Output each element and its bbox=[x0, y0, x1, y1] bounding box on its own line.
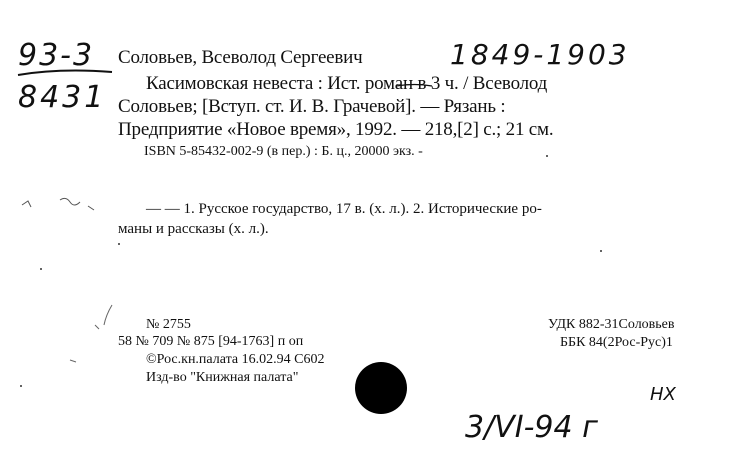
author-years: 1849-1903 bbox=[450, 38, 630, 71]
author-heading: Соловьев, Всеволод Сергеевич bbox=[118, 47, 363, 68]
udc-code: УДК 882-31Соловьев bbox=[548, 317, 675, 332]
title-line-2: Соловьев; [Вступ. ст. И. В. Грачевой]. — Рязань : bbox=[118, 96, 506, 117]
title-line-1: Касимовская невеста : Ист. роман в 3 ч. / Всеволод bbox=[146, 73, 548, 94]
subjects-line-2: маны и рассказы (х. л.). bbox=[118, 221, 269, 237]
subjects-line-1: — — 1. Русское государство, 17 в. (х. л.). 2. Исторические ро- bbox=[146, 201, 542, 217]
title-line-3: Предприятие «Новое время», 1992. — 218,[2] с.; 21 см. bbox=[118, 119, 554, 140]
registration-number: № 2755 bbox=[146, 317, 191, 332]
speck bbox=[40, 268, 42, 270]
speck bbox=[546, 155, 548, 157]
handwritten-mark: НХ bbox=[650, 384, 676, 405]
bbk-code: ББК 84(2Рос-Рус)1 bbox=[560, 335, 673, 350]
order-line: 58 № 709 № 875 [94-1763] п оп bbox=[118, 334, 304, 349]
call-number-bottom: 8431 bbox=[18, 80, 107, 115]
speck bbox=[20, 385, 22, 387]
call-number-top: 93-3 bbox=[18, 38, 95, 73]
handwritten-date: 3/VI-94 г bbox=[465, 410, 598, 445]
ink-stamp-dot bbox=[355, 362, 407, 414]
speck bbox=[118, 243, 120, 245]
speck bbox=[600, 250, 602, 252]
book-chamber-line: ©Рос.кн.палата 16.02.94 С602 bbox=[146, 352, 325, 367]
publisher-line: Изд-во "Книжная палата" bbox=[146, 370, 299, 385]
isbn-line: ISBN 5-85432-002-9 (в пер.) : Б. ц., 20000 экз. - bbox=[144, 144, 423, 159]
